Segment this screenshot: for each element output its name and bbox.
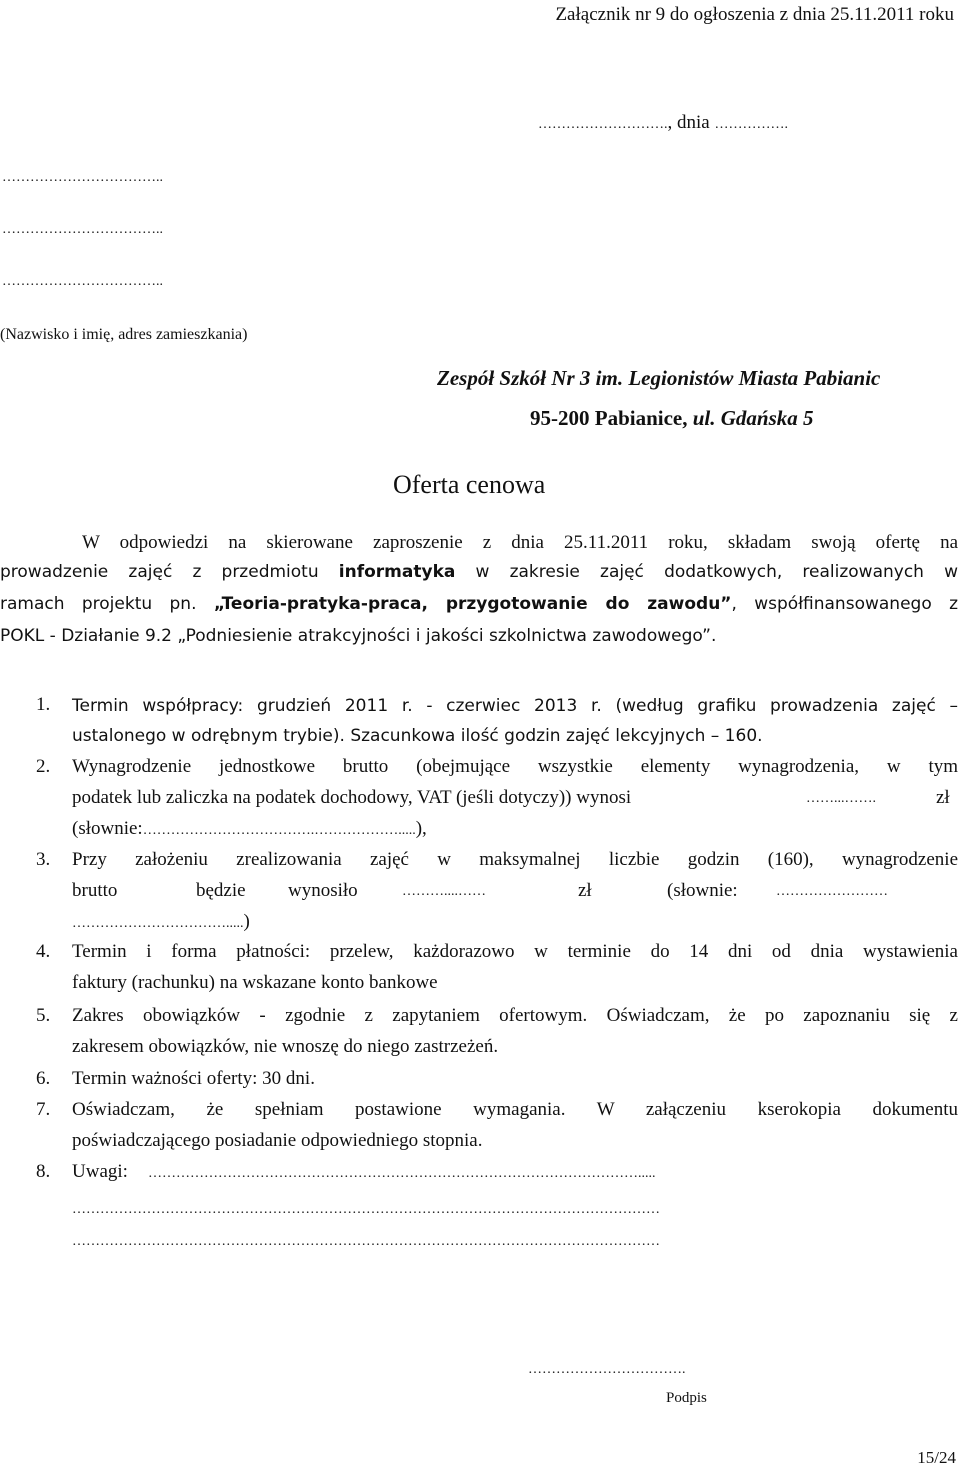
item-3-words-dots-1[interactable]: …………………… — [776, 884, 888, 899]
intro-line-2: prowadzenie zajęć z przedmiotu informatyka w zakresie zajęć dodatkowych, realizowanych w — [0, 562, 959, 582]
item-3-word-bedzie: będzie — [196, 880, 246, 901]
item-3-amount-dots[interactable]: ………....…… — [402, 884, 486, 899]
page-number: 15/24 — [917, 1448, 956, 1467]
item-5-line-1: Zakres obowiązków - zgodnie z zapytaniem ofertowym. Oświadczam, że po zapoznaniu się z — [72, 1005, 958, 1026]
item-number-5: 5. — [36, 1005, 51, 1026]
place-dots[interactable]: ………………………. — [538, 117, 668, 132]
recipient-address — [530, 406, 814, 431]
item-5-line-2: zakresem obowiązków, nie wnoszę do niego zastrzeżeń. — [72, 1036, 499, 1057]
attachment-header: Załącznik nr 9 do ogłoszenia z dnia 25.11.2011 roku — [555, 4, 954, 25]
item-3-words-label: (słownie: — [667, 880, 738, 901]
item-3-word-brutto: brutto — [72, 880, 118, 901]
item-3-word-wynosilo: wynosiło — [288, 880, 358, 901]
item-4-line-2: faktury (rachunku) na wskazane konto bankowe — [72, 972, 438, 993]
intro-line-4: POKL - Działanie 9.2 „Podniesienie atrakcyjności i jakości szkolnictwa zawodowego”. — [0, 626, 717, 646]
intro-line-1: W odpowiedzi na skierowane zaproszenie z dnia 25.11.2011 roku, składam swoją ofertę na — [82, 532, 958, 553]
item-2-line-2: podatek lub zaliczka na podatek dochodowy, VAT (jeśli dotyczy)) wynosi — [72, 787, 632, 808]
item-8-notes-dots-2[interactable]: ……………………………………………………………………………………………………………… — [72, 1202, 660, 1217]
item-4-line-1: Termin i forma płatności: przelew, każdorazowo w terminie do 14 dni od dnia wystawienia — [72, 941, 958, 962]
signature-label: Podpis — [666, 1390, 707, 1406]
item-number-8: 8. — [36, 1161, 51, 1182]
item-2-currency: zł — [936, 787, 950, 808]
item-2-line-3: (słownie:……………………………….……………….....), — [72, 818, 427, 839]
item-number-6: 6. — [36, 1068, 51, 1089]
item-2-words-dots[interactable]: ……………………………….………………..... — [142, 823, 416, 838]
item-8-label: Uwagi: — [72, 1161, 128, 1182]
item-2-line-1: Wynagrodzenie jednostkowe brutto (obejmujące wszystkie elementy wynagrodzenia, w tym — [72, 756, 958, 777]
address-dots-2[interactable]: …………………………….. — [2, 222, 163, 237]
date-dots[interactable]: ……………. — [714, 117, 788, 132]
date-label: , dnia — [667, 112, 710, 133]
subject-name: informatyka — [338, 562, 456, 582]
signature-dots[interactable]: ……………………………. — [528, 1362, 686, 1377]
address-caption: (Nazwisko i imię, adres zamieszkania) — [0, 326, 248, 343]
item-8-notes-dots-3[interactable]: ……………………………………………………………………………………………………………… — [72, 1234, 660, 1249]
project-name: „Teoria-pratyka-praca, przygotowanie do zawodu” — [213, 594, 732, 614]
item-number-4: 4. — [36, 941, 51, 962]
date-line — [538, 112, 788, 134]
recipient-name: Zespół Szkół Nr 3 im. Legionistów Miasta Pabianic — [437, 366, 881, 390]
item-3-currency: zł — [578, 880, 592, 901]
recipient-postal: 95-200 Pabianice, — [530, 406, 688, 430]
address-dots-1[interactable]: …………………………….. — [2, 170, 163, 185]
page-title: Oferta cenowa — [393, 470, 546, 499]
item-number-2: 2. — [36, 756, 51, 777]
item-number-1: 1. — [36, 694, 51, 715]
item-8-notes-dots-1[interactable]: ……………………………………………………………………………………………..... — [148, 1166, 656, 1181]
item-7-line-1: Oświadczam, że spełniam postawione wymagania. W załączeniu kserokopia dokumentu — [72, 1099, 958, 1120]
recipient-street: ul. Gdańska 5 — [692, 406, 814, 430]
item-1-line-2: ustalonego w odrębnym trybie). Szacunkowa ilość godzin zajęć lekcyjnych – 160. — [72, 726, 763, 746]
item-3-line-3: …………………………….....) — [72, 911, 250, 932]
item-number-3: 3. — [36, 849, 51, 870]
item-number-7: 7. — [36, 1099, 51, 1120]
item-2-amount-dots[interactable]: ……...……. — [806, 791, 876, 806]
intro-line-3: ramach projektu pn. „Teoria-pratyka-praca, przygotowanie do zawodu”, współfinansowanego z — [0, 594, 959, 614]
item-7-line-2: poświadczającego posiadanie odpowiedniego stopnia. — [72, 1130, 483, 1151]
item-3-words-dots-2[interactable]: ……………………………..... — [72, 916, 244, 931]
item-3-line-1: Przy założeniu zrealizowania zajęć w maksymalnej liczbie godzin (160), wynagrodzenie — [72, 849, 958, 870]
item-1-line-1: Termin współpracy: grudzień 2011 r. - czerwiec 2013 r. (według grafiku prowadzenia zajęć – — [72, 696, 958, 716]
address-dots-3[interactable]: …………………………….. — [2, 274, 163, 289]
item-6-line-1: Termin ważności oferty: 30 dni. — [72, 1068, 315, 1089]
